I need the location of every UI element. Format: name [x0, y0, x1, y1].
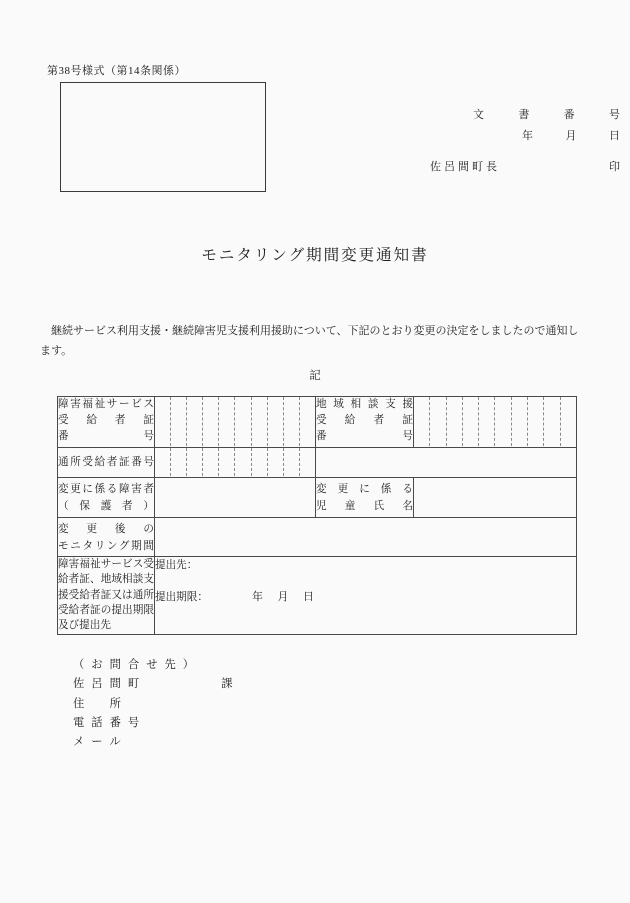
digit-cell [155, 397, 171, 446]
empty-cell [316, 448, 577, 478]
new-monitoring-period-value-cell [155, 518, 577, 557]
notification-form-table [57, 396, 577, 635]
label-line: 受給者証 [58, 415, 154, 426]
label-disability-welfare-cert-number [58, 397, 155, 448]
digit-cell [479, 397, 495, 446]
digit-cell [171, 448, 187, 476]
child-name-value-cell [414, 478, 577, 518]
contact-office: 佐呂間町 [73, 678, 147, 691]
disability-welfare-cert-number-cells [155, 397, 316, 448]
doc-date-line: 年 月 日 [522, 130, 620, 142]
digit-cell [235, 397, 251, 446]
label-line: 通所受給者証番号 [58, 457, 154, 468]
digit-cell [430, 397, 446, 446]
label-line: 変更に係る [316, 484, 413, 495]
label-child-name [316, 478, 414, 518]
digit-cell [300, 448, 315, 476]
body-paragraph: 継続サービス利用支援・継続障害児支援利用援助について、下記のとおり変更の決定をしましたので通知します。 [40, 325, 579, 357]
contact-email-line: メール [73, 736, 128, 749]
table-row [58, 478, 577, 518]
table-row [58, 397, 577, 448]
contact-office-suffix: 課 [221, 678, 240, 691]
digit-cell [187, 448, 203, 476]
digit-cell [187, 397, 203, 446]
digit-cell [219, 397, 235, 446]
label-line: 変更に係る障害者 [58, 484, 154, 495]
table-row [58, 518, 577, 557]
digit-cell [528, 397, 544, 446]
label-new-monitoring-period [58, 518, 155, 557]
page-title: モニタリング期間変更通知書 [201, 247, 429, 264]
label-cert-submission: 障害福祉サービス受給者証、地域相談支援受給者証又は通所受給者証の提出期限及び提出先 [58, 557, 155, 635]
label-person-concerned [58, 478, 155, 518]
digit-cell-row [414, 397, 576, 446]
digit-cell [300, 397, 315, 446]
digit-cell [414, 397, 430, 446]
digit-cell [561, 397, 576, 446]
table-row [58, 557, 577, 635]
digit-cell [268, 397, 284, 446]
digit-cell [495, 397, 511, 446]
doc-number-line: 文 書 番 号 [473, 109, 620, 121]
digit-cell [268, 448, 284, 476]
contact-office-line [73, 675, 240, 694]
digit-cell [284, 448, 300, 476]
digit-cell-row [155, 448, 315, 476]
digit-cell [512, 397, 528, 446]
seal-mark: 印 [609, 161, 620, 173]
person-concerned-value-cell [155, 478, 316, 518]
contact-block [73, 656, 240, 752]
label-line: 番号 [58, 431, 154, 442]
digit-cell [252, 397, 268, 446]
digit-cell [171, 397, 187, 446]
label-line: 番号 [316, 431, 413, 442]
label-line: 地域相談支援 [316, 399, 413, 410]
digit-cell [219, 448, 235, 476]
digit-cell [463, 397, 479, 446]
label-line: モニタリング期間 [58, 541, 154, 552]
address-stamp-box [60, 82, 266, 192]
digit-cell [203, 448, 219, 476]
contact-phone-line: 電話番号 [73, 716, 147, 729]
deadline-date-placeholder: 年 月 日 [251, 591, 314, 603]
digit-cell [252, 448, 268, 476]
table-row [58, 448, 577, 478]
digit-cell-row [155, 397, 315, 446]
digit-cell [447, 397, 463, 446]
tsuusho-cert-number-cells [155, 448, 316, 478]
label-tsuusho-cert-number [58, 448, 155, 478]
contact-heading: （お問合せ先） [73, 659, 202, 671]
regional-consult-cert-number-cells [414, 397, 577, 448]
digit-cell [284, 397, 300, 446]
digit-cell [203, 397, 219, 446]
submit-to-line: 提出先： [155, 560, 198, 571]
label-line: 障害福祉サービス [58, 399, 154, 410]
contact-address-line: 住 所 [73, 697, 128, 710]
ki-heading: 記 [309, 370, 321, 382]
submission-detail-cell [155, 557, 577, 635]
form-number: 第38号様式（第14条関係） [47, 65, 186, 77]
label-regional-consult-cert-number [316, 397, 414, 448]
digit-cell [235, 448, 251, 476]
deadline-label: 提出期限： [155, 592, 208, 603]
digit-cell [155, 448, 171, 476]
digit-cell [544, 397, 560, 446]
label-line: 受給者証 [316, 415, 413, 426]
mayor-name: 佐呂間町長 [430, 161, 500, 173]
label-line: （保護者） [58, 501, 154, 512]
deadline-line [155, 588, 576, 604]
mayor-signature-line [430, 158, 620, 174]
label-line: 変更後の [58, 524, 154, 535]
label-line: 児童氏名 [316, 501, 413, 512]
